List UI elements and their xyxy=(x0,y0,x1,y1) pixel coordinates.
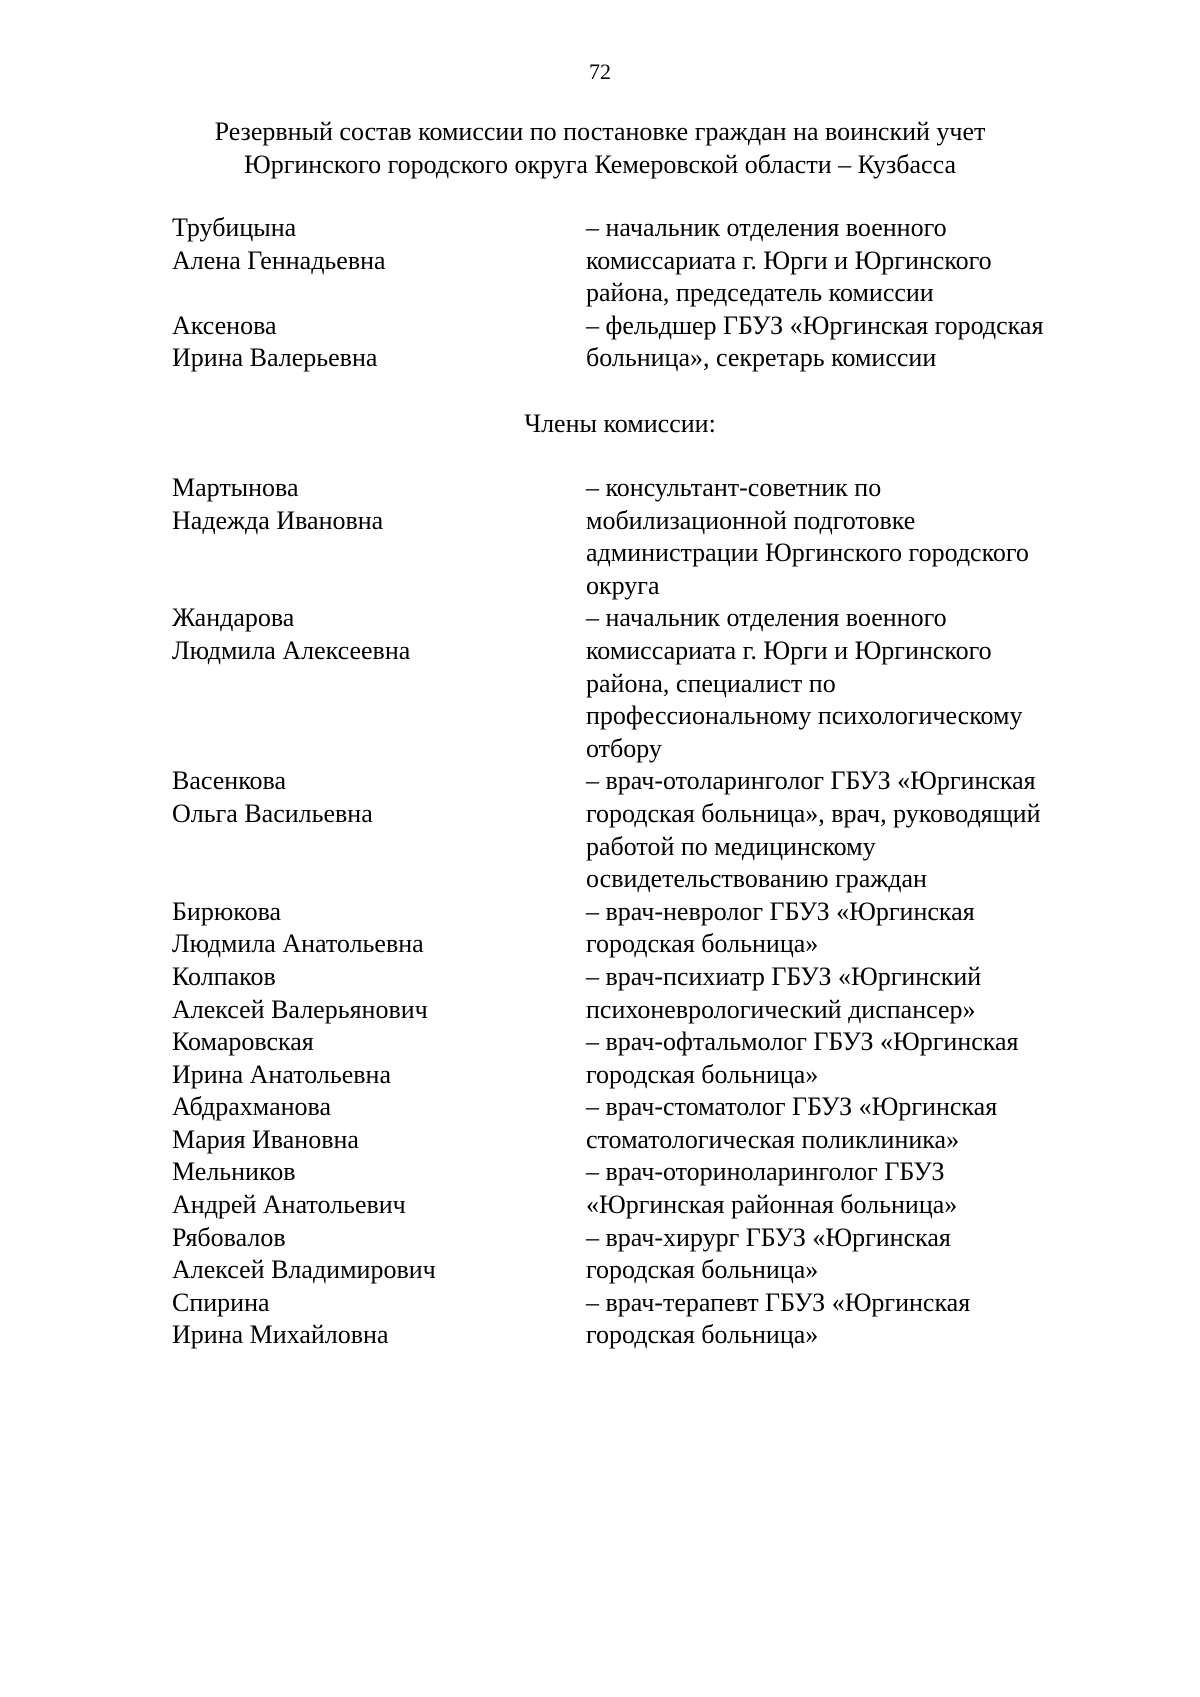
role-line: – врач-терапевт ГБУЗ «Юргинская xyxy=(586,1287,971,1317)
role-line: – фельдшер ГБУЗ «Юргинская городская xyxy=(586,310,1044,340)
role-line: района, специалист по xyxy=(586,668,836,698)
committee-entry xyxy=(0,310,1200,375)
person-name xyxy=(172,765,586,895)
role-line: – врач-отоларинголог ГБУЗ «Юргинская xyxy=(586,766,1036,796)
members-heading: Члены комиссии: xyxy=(524,409,716,438)
person-name xyxy=(172,1222,586,1287)
person-name xyxy=(172,212,586,310)
person-name xyxy=(172,1287,586,1352)
committee-entry xyxy=(0,1222,1200,1287)
leadership-list xyxy=(0,212,1200,375)
role-line: администрации Юргинского городского xyxy=(586,538,1029,568)
given-names: Алексей Владимирович xyxy=(172,1255,436,1285)
role-line: – врач-хирург ГБУЗ «Юргинская xyxy=(586,1222,951,1252)
committee-entry xyxy=(0,1287,1200,1352)
surname: Рябовалов xyxy=(172,1222,286,1252)
members-list xyxy=(0,472,1200,1352)
role-line: – врач-психиатр ГБУЗ «Юргинский xyxy=(586,961,982,991)
given-names: Людмила Алексеевна xyxy=(172,635,411,665)
role-line: – врач-невролог ГБУЗ «Юргинская xyxy=(586,896,975,926)
committee-entry xyxy=(0,1156,1200,1221)
committee-entry xyxy=(0,1091,1200,1156)
person-role xyxy=(586,602,1106,765)
surname: Жандарова xyxy=(172,603,295,633)
role-line: профессиональному психологическому xyxy=(586,701,1023,731)
surname: Бирюкова xyxy=(172,896,282,926)
role-line: городская больница» xyxy=(586,1059,819,1089)
person-name xyxy=(172,602,586,765)
surname: Аксенова xyxy=(172,310,277,340)
person-name xyxy=(172,1156,586,1221)
role-line: мобилизационной подготовке xyxy=(586,505,916,535)
person-name xyxy=(172,961,586,1026)
role-line: отбору xyxy=(586,733,662,763)
surname: Трубицына xyxy=(172,213,297,242)
role-line: работой по медицинскому xyxy=(586,831,876,861)
given-names: Ольга Васильевна xyxy=(172,798,373,828)
given-names: Ирина Михайловна xyxy=(172,1320,389,1350)
title-line-1: Резервный состав комиссии по постановке граждан на воинский учет xyxy=(214,117,986,146)
title-line-2: Юргинского городского округа Кемеровской области – Кузбасса xyxy=(244,150,956,179)
person-name xyxy=(172,472,586,602)
role-line: – врач-оториноларинголог ГБУЗ xyxy=(586,1157,945,1187)
role-line: освидетельствованию граждан xyxy=(586,864,927,894)
surname: Спирина xyxy=(172,1287,270,1317)
role-line: района, председатель комиссии xyxy=(586,278,934,308)
person-role xyxy=(586,1156,1106,1221)
person-role xyxy=(586,961,1106,1026)
role-line: – начальник отделения военного xyxy=(586,213,947,242)
role-line: городская больница» xyxy=(586,1255,819,1285)
role-line: округа xyxy=(586,570,660,600)
person-role xyxy=(586,310,1106,375)
given-names: Надежда Ивановна xyxy=(172,505,384,535)
role-line: – врач-стоматолог ГБУЗ «Юргинская xyxy=(586,1092,998,1122)
document-title xyxy=(0,115,1200,181)
role-line: – врач-офтальмолог ГБУЗ «Юргинская xyxy=(586,1027,1019,1057)
person-name xyxy=(172,1091,586,1156)
person-role xyxy=(586,1026,1106,1091)
committee-entry xyxy=(0,961,1200,1026)
role-line: – начальник отделения военного xyxy=(586,603,947,633)
committee-entry xyxy=(0,1026,1200,1091)
given-names: Ирина Анатольевна xyxy=(172,1059,391,1089)
given-names: Андрей Анатольевич xyxy=(172,1190,406,1220)
committee-entry xyxy=(0,896,1200,961)
person-role xyxy=(586,1091,1106,1156)
given-names: Людмила Анатольевна xyxy=(172,929,424,959)
committee-entry xyxy=(0,212,1200,310)
person-name xyxy=(172,1026,586,1091)
given-names: Мария Ивановна xyxy=(172,1124,359,1154)
given-names: Алексей Валерьянович xyxy=(172,994,428,1024)
person-name xyxy=(172,896,586,961)
person-role xyxy=(586,896,1106,961)
given-names: Алена Геннадьевна xyxy=(172,245,386,275)
person-name xyxy=(172,310,586,375)
person-role xyxy=(586,472,1106,602)
person-role xyxy=(586,1287,1106,1352)
committee-entry xyxy=(0,765,1200,895)
surname: Комаровская xyxy=(172,1027,314,1057)
role-line: городская больница» xyxy=(586,929,819,959)
surname: Мартынова xyxy=(172,473,299,502)
surname: Васенкова xyxy=(172,766,286,796)
surname: Колпаков xyxy=(172,961,276,991)
role-line: психоневрологический диспансер» xyxy=(586,994,976,1024)
committee-entry xyxy=(0,472,1200,602)
surname: Абдрахманова xyxy=(172,1092,332,1122)
role-line: комиссариата г. Юрги и Юргинского xyxy=(586,635,992,665)
role-line: – консультант-советник по xyxy=(586,473,882,502)
role-line: городская больница», врач, руководящий xyxy=(586,798,1041,828)
role-line: городская больница» xyxy=(586,1320,819,1350)
committee-entry xyxy=(0,602,1200,765)
given-names: Ирина Валерьевна xyxy=(172,343,378,373)
role-line: стоматологическая поликлиника» xyxy=(586,1124,960,1154)
surname: Мельников xyxy=(172,1157,296,1187)
role-line: больница», секретарь комиссии xyxy=(586,343,937,373)
page-number: 72 xyxy=(589,59,611,84)
role-line: комиссариата г. Юрги и Юргинского xyxy=(586,245,992,275)
person-role xyxy=(586,1222,1106,1287)
person-role xyxy=(586,212,1106,310)
role-line: «Юргинская районная больница» xyxy=(586,1190,958,1220)
person-role xyxy=(586,765,1106,895)
